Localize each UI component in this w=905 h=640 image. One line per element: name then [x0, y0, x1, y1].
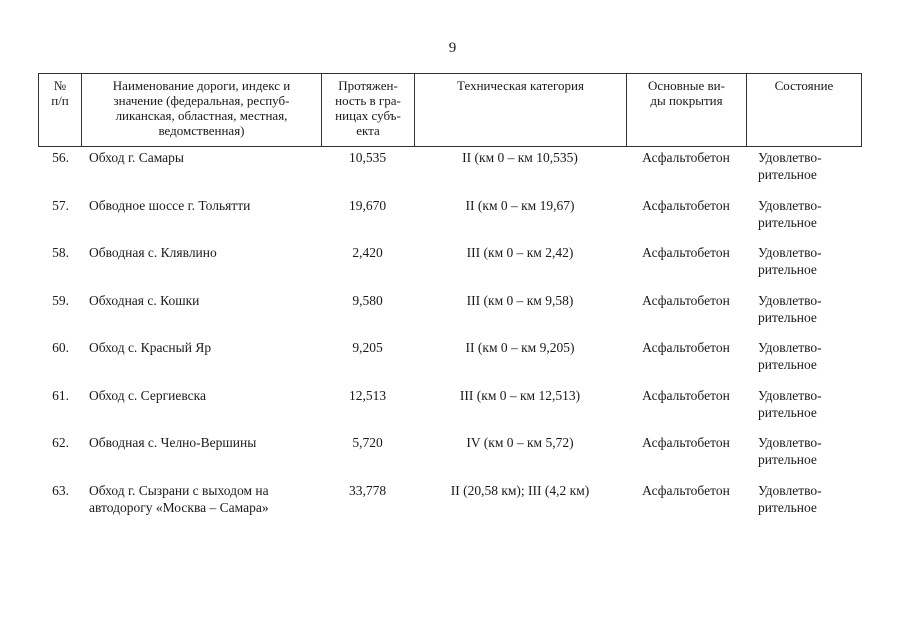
row-number: 62. — [52, 435, 69, 450]
road-state: Удовлетво- рительное — [758, 150, 822, 182]
road-state: Удовлетво- рительное — [758, 292, 822, 325]
road-state: Удовлетво- рительное — [758, 387, 822, 420]
table-row — [38, 242, 862, 290]
road-name: Обход г. Самары — [89, 150, 184, 165]
row-number: 57. — [52, 197, 69, 213]
road-coverage: Асфальтобетон — [642, 387, 730, 403]
road-length: 2,420 — [352, 245, 383, 260]
road-name: Обводное шоссе г. Тольятти — [89, 197, 251, 213]
road-coverage: Асфальтобетон — [642, 435, 730, 450]
row-number: 60. — [52, 340, 69, 355]
road-length: 12,513 — [348, 387, 387, 403]
road-length: 33,778 — [348, 482, 387, 498]
road-category: III (км 0 – км 9,58) — [466, 292, 574, 308]
table-row — [38, 337, 862, 385]
road-coverage: Асфальтобетон — [642, 245, 730, 260]
row-number: 59. — [52, 292, 69, 308]
road-coverage: Асфальтобетон — [642, 197, 730, 213]
table-row — [38, 147, 862, 195]
header-state: Состояние — [774, 78, 834, 93]
road-length: 5,720 — [352, 435, 383, 450]
table-row — [38, 195, 862, 243]
table-row — [38, 432, 862, 480]
header-number: № п/п — [39, 74, 82, 146]
header-road-name: Наименование дороги, индекс и значение (федеральная, респуб- ликанская, областная, местная, ведомственная) — [82, 74, 322, 146]
row-number: 58. — [52, 245, 69, 260]
road-category: II (км 0 – км 10,535) — [462, 150, 578, 165]
road-state: Удовлетво- рительное — [758, 245, 822, 277]
row-number: 56. — [52, 150, 69, 165]
road-name: Обходная с. Кошки — [89, 292, 200, 308]
page-number: 9 — [448, 40, 457, 56]
road-category: III (км 0 – км 12,513) — [459, 387, 581, 403]
road-category: II (км 0 – км 19,67) — [465, 197, 575, 213]
road-name: Обход г. Сызрани с выходом на автодорогу «Москва – Самара» — [89, 482, 269, 515]
row-number: 63. — [52, 482, 69, 498]
road-state: Удовлетво- рительное — [758, 482, 822, 515]
road-name: Обводная с. Челно-Вершины — [89, 435, 257, 450]
road-name: Обход с. Красный Яр — [89, 340, 212, 355]
road-state: Удовлетво- рительное — [758, 435, 822, 467]
road-name: Обход с. Сергиевска — [89, 387, 206, 403]
table-row — [38, 385, 862, 433]
road-length: 9,205 — [352, 340, 383, 355]
table-row — [38, 290, 862, 338]
road-coverage: Асфальтобетон — [642, 340, 730, 355]
road-category: II (20,58 км); III (4,2 км) — [450, 482, 590, 498]
road-coverage: Асфальтобетон — [642, 482, 730, 498]
row-number: 61. — [52, 387, 69, 403]
header-coverage: Основные ви- ды покрытия — [627, 74, 747, 146]
table-header — [38, 73, 862, 147]
road-coverage: Асфальтобетон — [642, 292, 730, 308]
road-category: III (км 0 – км 2,42) — [466, 245, 574, 260]
road-category: IV (км 0 – км 5,72) — [466, 435, 574, 450]
header-category: Техническая категория — [415, 74, 627, 146]
road-name: Обводная с. Клявлино — [89, 245, 217, 260]
road-length: 19,670 — [348, 197, 387, 213]
road-length: 10,535 — [348, 150, 387, 165]
road-coverage: Асфальтобетон — [642, 150, 730, 165]
road-length: 9,580 — [352, 292, 383, 308]
roads-table — [38, 73, 862, 527]
road-category: II (км 0 – км 9,205) — [465, 340, 575, 355]
table-row — [38, 480, 862, 528]
road-state: Удовлетво- рительное — [758, 340, 822, 372]
road-state: Удовлетво- рительное — [758, 197, 822, 230]
header-length: Протяжен- ность в гра- ницах субъ- екта — [322, 74, 415, 146]
